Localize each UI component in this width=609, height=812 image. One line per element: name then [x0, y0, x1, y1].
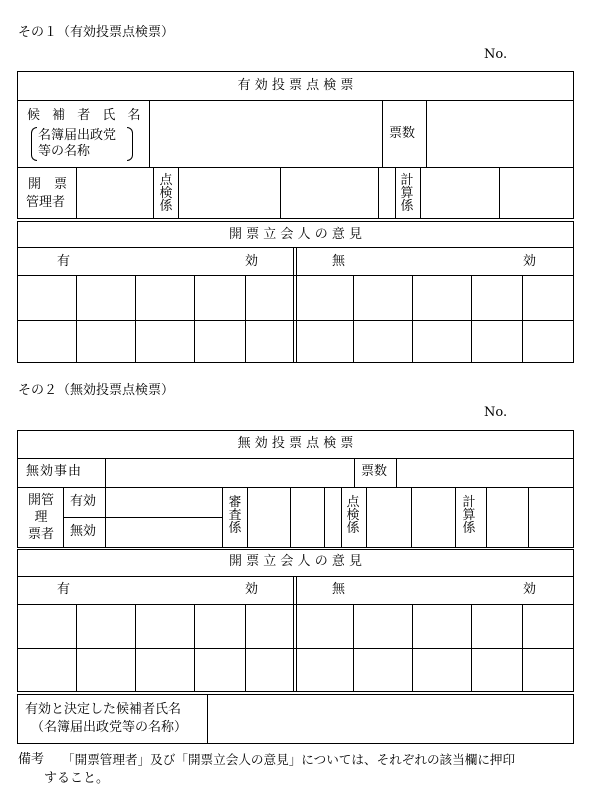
calculator-label: 計 算 係	[400, 173, 414, 214]
manager-valid-label: 有効	[70, 494, 97, 509]
candidate-party-label-2: 等の名称	[38, 144, 91, 159]
section1-heading: その１（有効投票点検票）	[18, 25, 175, 40]
reviewer-label: 審 査 係	[228, 495, 242, 536]
section1-invalid-left: 無	[332, 254, 346, 269]
section2-opinion-title: 開 票 立 会 人 の 意 見	[229, 554, 362, 569]
section2-checker-label: 点 検 係	[346, 495, 360, 536]
bracket-left	[31, 127, 37, 161]
manager-label-2: 管理者	[26, 195, 66, 210]
section1-invalid-right: 効	[523, 254, 537, 269]
section2-number-label: No.	[484, 405, 508, 420]
section2-valid-right: 効	[245, 582, 259, 597]
section1-valid-left: 有	[57, 254, 71, 269]
section2-invalid-left: 無	[332, 582, 346, 597]
section2-heading: その２（無効投票点検票）	[18, 383, 175, 398]
section2-invalid-right: 効	[523, 582, 537, 597]
decided-candidate-label-2: （名簿届出政党等の名称）	[31, 720, 188, 735]
section1-table-title: 有 効 投 票 点 検 票	[237, 78, 354, 93]
manager-label-1: 開 票	[28, 177, 68, 192]
invalid-reason-label: 無効事由	[26, 464, 83, 479]
note-line-1: 「開票管理者」及び「開票立会人の意見」については、それぞれの該当欄に押印	[62, 752, 516, 767]
manager-invalid-label: 無効	[70, 524, 97, 539]
candidate-name-label: 候 補 者 氏 名	[27, 108, 145, 123]
note-label: 備考	[18, 752, 45, 767]
checker-label: 点 検 係	[159, 173, 173, 214]
bracket-right	[127, 127, 133, 161]
decided-candidate-label-1: 有効と決定した候補者氏名	[25, 702, 182, 717]
section1-checksheet-table	[17, 71, 574, 219]
section1-opinion-title: 開 票 立 会 人 の 意 見	[229, 227, 362, 242]
section2-table-title: 無 効 投 票 点 検 票	[237, 436, 354, 451]
section1-number-label: No.	[484, 47, 508, 62]
candidate-party-label-1: 名簿届出政党	[38, 128, 117, 143]
section2-valid-left: 有	[57, 582, 71, 597]
section2-votes-label: 票数	[361, 464, 388, 479]
note-line-2: すること。	[44, 771, 110, 786]
section2-manager-label: 開管 理 票者	[27, 493, 54, 542]
section1-votes-label: 票数	[389, 126, 416, 141]
section1-valid-right: 効	[245, 254, 259, 269]
section2-calculator-label: 計 算 係	[462, 495, 476, 536]
